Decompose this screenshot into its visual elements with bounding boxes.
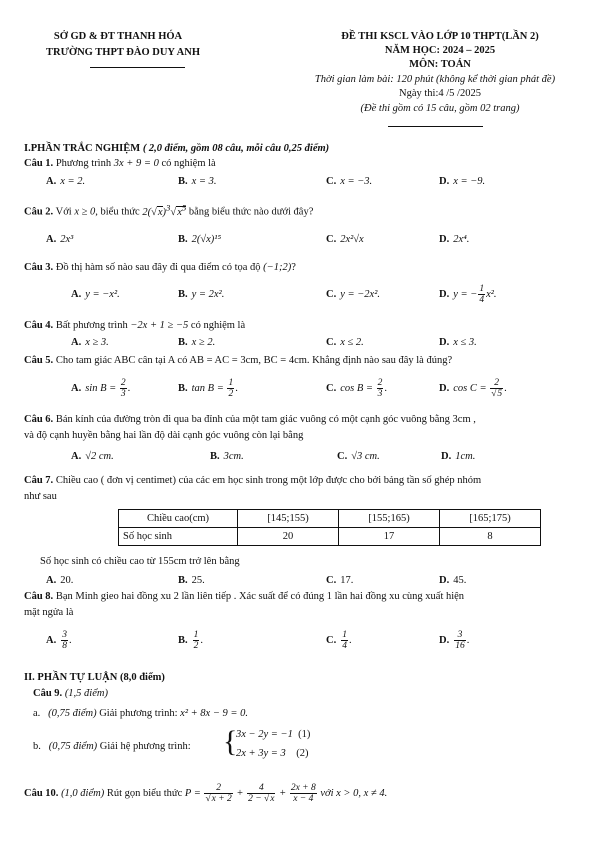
q6-option-d: D. 1cm. [441,451,476,462]
q5-option-a: A. sin B = $\frac{2}{3}$ . [71,378,131,399]
question-9b: b. (0,75 điểm) Giải hệ phương trình: [33,741,191,752]
q2-option-d: D. 2x⁴. [439,234,470,245]
q1-option-a: A. x = 2. [46,176,86,187]
table-cell: 20 [238,528,339,546]
equation-1: 3x − 2y = −1 (1) [236,729,311,740]
q5-option-b: B. tan B = $\frac{1}{2}$ . [178,378,238,399]
q3-option-c: C. y = −2x². [326,289,380,300]
q8-option-b: B. $\frac{1}{2}$ . [178,630,204,651]
q7-option-c: C. 17. [326,575,354,586]
q3-option-d: D. y = − $\frac{1}{4}$ x². [439,284,497,305]
q5-option-d: D. cos C = $\frac{2}{√5}$ . [439,378,507,399]
section2-heading: II. PHẦN TỰ LUẬN (8,0 điểm) [24,672,165,683]
question-10: Câu 10. (1,0 điểm) Rút gọn biểu thức P = $\frac{2}{√x + 2}$ + $\frac{4}{2 - √x}$ + $\frac{2x + 8}{x - 4}$ với x > 0, x ≠ 4. [24,783,388,804]
q4-option-b: B. x ≥ 2. [178,337,216,348]
q3-option-a: A. y = −x². [71,289,120,300]
q7-option-d: D. 45. [439,575,467,586]
page-count: (Đề thi gồm có 15 câu, gồm 02 trang) [360,103,520,114]
header-underline-left [90,67,185,68]
table-cell: Số học sinh [119,528,238,546]
equation-2: 2x + 3y = 3 (2) [236,748,309,759]
table-row [119,510,541,528]
q2-option-b: B. 2(√x)¹⁵ [178,234,222,245]
exam-time: Thời gian làm bài: 120 phút (không kể thời gian phát đề) [314,74,556,85]
question-5: Câu 5. Cho tam giác ABC cân tại A có AB = AC = 3cm, BC = 4cm. Khẳng định nào sau đây là đúng? [24,355,453,366]
question-7-line2: như sau [24,491,57,502]
system-brace: { [223,725,238,758]
table-cell: [145;155) [238,510,339,528]
q2-option-a: A. 2x³ [46,234,74,245]
q6-option-c: C. √3 cm. [337,451,380,462]
table-cell: Chiều cao(cm) [119,510,238,528]
question-2: Câu 2. Với x ≥ 0, biểu thức $2(√x)^3√x^5$ bằng biểu thức nào dưới đây? [24,202,314,218]
q6-option-b: B. 3cm. [210,451,244,462]
q1-option-d: D. x = −9. [439,176,486,187]
subject: MÔN: TOÁN [409,59,471,70]
q1-option-c: C. x = −3. [326,176,373,187]
question-8-line1: Câu 8. Bạn Minh gieo hai đồng xu 2 lần liên tiếp . Xác suất để có đúng 1 lần hai đồng xu cùng xuất hiện [24,591,465,602]
question-7-line1: Câu 7. Chiều cao ( đơn vị centimet) của các em học sinh trong một lớp được cho bởi bảng tần số ghép nhóm [24,475,482,486]
question-3: Câu 3. Đồ thị hàm số nào sau đây đi qua điểm có tọa độ (−1;2)? [24,262,296,273]
question-6-line1: Câu 6. Bán kính của đường tròn đi qua ba đỉnh của một tam giác vuông có một cạnh góc vuông bằng 3cm , [24,414,476,425]
q8-option-a: A. $\frac{3}{8}$ . [46,630,72,651]
q7-option-a: A. 20. [46,575,74,586]
section1-heading: I.PHẦN TRẮC NGHIỆM ( 2,0 điểm, gồm 08 câu, mỗi câu 0,25 điểm) [24,143,330,154]
q8-option-c: C. $\frac{1}{4}$ . [326,630,352,651]
school-year: NĂM HỌC: 2024 – 2025 [384,45,496,56]
frequency-table [118,509,541,546]
q4-option-c: C. x ≤ 2. [326,337,364,348]
question-9a: a. (0,75 điểm) Giải phương trình: x² + 8x − 9 = 0. [33,708,249,719]
question-1: Câu 1. Phương trình 3x + 9 = 0 có nghiệm là [24,158,216,169]
q4-option-a: A. x ≥ 3. [71,337,109,348]
question-8-line2: mặt ngửa là [24,607,74,618]
table-row [119,528,541,546]
question-7-after: Số học sinh có chiều cao từ 155cm trở lên bằng [40,556,240,567]
table-cell: [155;165) [339,510,440,528]
q2-expression: $2(√x)^3√x^5$ [142,202,187,218]
table-cell: [165;175) [440,510,541,528]
question-4: Câu 4. Bất phương trình −2x + 1 ≥ −5 có nghiệm là [24,320,246,331]
dept-name: SỞ GD & ĐT THANH HÓA [53,31,183,42]
question-9: Câu 9. (1,5 điểm) [33,688,108,699]
header-underline-right [388,126,483,127]
exam-title: ĐỀ THI KSCL VÀO LỚP 10 THPT(LẦN 2) [341,31,539,42]
q1-option-b: B. x = 3. [178,176,217,187]
q4-option-d: D. x ≤ 3. [439,337,477,348]
school-name: TRƯỜNG THPT ĐÀO DUY ANH [45,47,200,58]
table-cell: 8 [440,528,541,546]
q7-option-b: B. 25. [178,575,205,586]
q2-option-c: C. 2x²√x [326,234,364,245]
q10-expression: P = $\frac{2}{√x + 2}$ + $\frac{4}{2 - √x}$ + $\frac{2x + 8}{x - 4}$ [184,783,316,804]
question-6-line2: và độ cạnh huyền bằng hai lần độ dài cạnh góc vuông còn lại bằng [24,430,304,441]
q5-option-c: C. cos B = $\frac{2}{3}$ . [326,378,387,399]
table-cell: 17 [339,528,440,546]
q3-option-b: B. y = 2x². [178,289,225,300]
exam-date: Ngày thi:4 /5 /2025 [399,88,481,99]
q8-option-d: D. $\frac{3}{16}$ . [439,630,470,651]
q6-option-a: A. √2 cm. [71,451,114,462]
